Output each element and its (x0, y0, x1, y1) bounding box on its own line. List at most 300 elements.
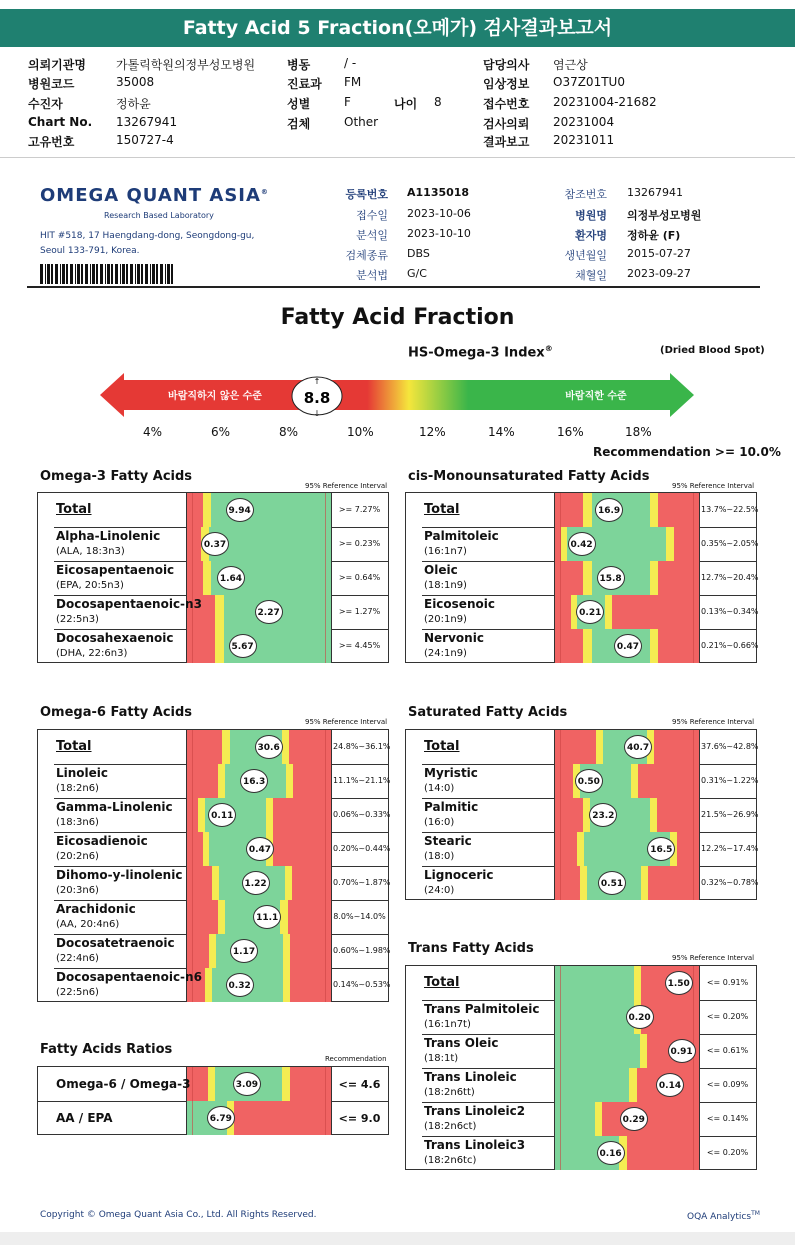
cell-border (331, 866, 332, 900)
row-divider (699, 629, 756, 630)
table-row (406, 730, 759, 764)
range-zone (554, 832, 577, 866)
result-value: 3.09 (235, 1080, 258, 1090)
result-value: 0.20 (628, 1013, 651, 1023)
result-bubble (207, 1106, 235, 1130)
cell-border (186, 1101, 187, 1135)
zone-line (693, 1102, 694, 1136)
zone-line (560, 730, 561, 764)
cell-border (331, 1067, 332, 1101)
row-divider (422, 527, 554, 528)
zone-line (693, 527, 694, 561)
reference-range: <= 0.09% (706, 1080, 749, 1089)
zone-line (192, 527, 193, 561)
header-label: 검체 (287, 117, 311, 131)
cell-border (554, 629, 555, 663)
header-divider (0, 157, 795, 158)
result-bubble (626, 1005, 654, 1029)
result-value: 1.64 (219, 574, 243, 584)
gauge-tick-label: 14% (488, 425, 515, 439)
omega3-section-title: Omega-3 Fatty Acids (40, 469, 193, 484)
row-subname: (EPA, 20:5n3) (56, 580, 124, 591)
gauge-tick-label: 10% (347, 425, 374, 439)
lab-label: 환자명 (575, 229, 607, 242)
zone-line (560, 1034, 561, 1068)
mono-table (405, 492, 757, 663)
result-bubble (226, 498, 254, 522)
row-divider (54, 900, 186, 901)
result-value: 16.5 (650, 845, 673, 855)
reference-range: 0.06%~0.33% (333, 810, 391, 819)
row-name: Trans Linoleic2 (424, 1104, 526, 1118)
range-zone (612, 595, 699, 629)
good-zone-label: 바람직한 수준 (565, 391, 627, 402)
cell-border (554, 1068, 555, 1102)
table-row (38, 866, 391, 900)
cell-border (331, 764, 332, 798)
row-divider (422, 798, 554, 799)
row-subname: (16:0) (424, 817, 455, 828)
ratios-section-title: Fatty Acids Ratios (40, 1042, 173, 1057)
row-divider (54, 764, 186, 765)
reference-range: 0.14%~0.53% (333, 980, 391, 989)
range-zone (631, 764, 638, 798)
gauge-tick-label: 16% (557, 425, 584, 439)
cell-border (699, 527, 700, 561)
row-name: Palmitoleic (424, 529, 499, 543)
result-bubble (229, 634, 257, 658)
cell-border (699, 595, 700, 629)
zone-line (693, 966, 694, 1000)
zone-line (192, 1067, 193, 1101)
range-zone (280, 900, 287, 934)
reference-range: <= 9.0 (338, 1112, 381, 1125)
cell-border (699, 966, 700, 1000)
range-zone (186, 866, 212, 900)
reference-range: 24.8%~36.1% (333, 742, 391, 751)
row-divider (699, 595, 756, 596)
table-row (38, 730, 391, 764)
header-label: 의뢰기관명 (28, 58, 86, 72)
header-value: FM (344, 75, 362, 89)
zone-line (192, 832, 193, 866)
cell-border (186, 866, 187, 900)
row-name: Dihomo-y-linolenic (56, 868, 183, 882)
table-row (38, 1067, 388, 1101)
cell-border (554, 1136, 555, 1170)
cell-border (699, 493, 700, 527)
reference-range: 13.7%~22.5% (701, 505, 759, 514)
row-name: Docosatetraenoic (56, 936, 175, 950)
row-total-label: Total (56, 739, 92, 754)
reference-range: 0.70%~1.87% (333, 878, 391, 887)
lab-value: 의정부성모병원 (627, 209, 702, 222)
zone-line (560, 798, 561, 832)
row-subname: (24:0) (424, 885, 455, 896)
sat-section-title: Saturated Fatty Acids (408, 705, 568, 720)
reference-range: >= 7.27% (338, 505, 381, 514)
table-row (38, 764, 391, 798)
row-divider (699, 1136, 756, 1137)
zone-line (693, 493, 694, 527)
result-value: 16.3 (243, 777, 266, 787)
range-zone (554, 629, 583, 663)
result-bubble (201, 532, 229, 556)
omega6-table (37, 729, 389, 1002)
reference-range: 0.35%~2.05% (701, 539, 759, 548)
range-zone (650, 798, 657, 832)
result-value: 0.32 (228, 981, 251, 991)
header-value: O37Z01TU0 (553, 75, 625, 89)
result-bubble (240, 769, 268, 793)
report-title: Fatty Acid 5 Fraction(오메가) 검사결과보고서 (0, 9, 795, 47)
result-bubble (656, 1073, 684, 1097)
lab-label: 참조번호 (564, 188, 607, 201)
range-zone (273, 798, 331, 832)
row-name: Palmitic (424, 800, 479, 814)
table-row (38, 561, 388, 595)
range-zone (577, 832, 584, 866)
lab-label: 병원명 (575, 209, 607, 222)
range-zone (218, 764, 225, 798)
result-bubble (217, 566, 245, 590)
mono-section-title: cis-Monounsaturated Fatty Acids (408, 469, 650, 484)
reference-range: >= 0.23% (338, 539, 381, 548)
zone-line (560, 832, 561, 866)
result-bubble (253, 905, 281, 929)
zone-line (325, 561, 326, 595)
cell-border (554, 966, 555, 1000)
range-zone (666, 527, 675, 561)
result-value: 0.29 (622, 1115, 645, 1125)
zone-line (693, 629, 694, 663)
result-value: 1.50 (667, 979, 690, 989)
range-zone (286, 764, 293, 798)
table-row (38, 934, 391, 968)
row-total-label: Total (424, 739, 460, 754)
result-value: 0.14 (658, 1081, 682, 1091)
reference-range: <= 0.91% (706, 978, 749, 987)
header-value: 20231011 (553, 133, 615, 147)
reference-range: >= 0.64% (338, 573, 381, 582)
result-value: 0.47 (616, 642, 640, 652)
reference-range: 12.2%~17.4% (701, 844, 759, 853)
row-divider (54, 968, 186, 969)
copyright: Copyright © Omega Quant Asia Co., Ltd. All Rights Reserved. (40, 1210, 317, 1220)
cell-border (699, 1136, 700, 1170)
row-subname: (18:1n9) (424, 580, 467, 591)
row-divider (54, 866, 186, 867)
table-row (406, 966, 756, 1000)
cell-border (186, 798, 187, 832)
range-zone (205, 968, 212, 1002)
range-zone (234, 1101, 331, 1135)
zone-line (325, 900, 326, 934)
range-zone (282, 730, 289, 764)
range-zone (208, 1067, 215, 1101)
row-divider (422, 595, 554, 596)
index-recommendation: Recommendation >= 10.0% (593, 445, 781, 459)
row-divider (422, 1102, 554, 1103)
table-row (406, 629, 759, 663)
result-bubble (668, 1039, 696, 1063)
result-value: 9.94 (228, 506, 251, 516)
range-zone (554, 595, 571, 629)
row-divider (422, 561, 554, 562)
row-name: Docosapentaenoic-n3 (56, 597, 202, 611)
header-value: / - (344, 56, 357, 70)
barcode (40, 264, 174, 284)
range-zone (640, 1034, 647, 1068)
result-bubble (575, 769, 603, 793)
range-zone (648, 866, 699, 900)
lab-value: 2015-07-27 (627, 247, 691, 260)
table-row (38, 493, 388, 527)
header-label: 진료과 (287, 77, 322, 91)
header-value: 13267941 (116, 115, 178, 129)
zone-line (325, 832, 326, 866)
reference-range: 0.20%~0.44% (333, 844, 391, 853)
range-zone (212, 866, 219, 900)
table-row (406, 866, 759, 900)
reference-range: 0.21%~0.66% (701, 641, 759, 650)
row-divider (331, 934, 388, 935)
sample-type: (Dried Blood Spot) (660, 345, 765, 356)
range-zone (266, 798, 273, 832)
lab-value: G/C (407, 267, 427, 280)
range-zone (629, 1068, 636, 1102)
row-divider (699, 1102, 756, 1103)
row-name: Eicosadienoic (56, 834, 148, 848)
range-zone (186, 934, 209, 968)
reference-range: 0.31%~1.22% (701, 776, 759, 785)
trans-section-title: Trans Fatty Acids (408, 941, 534, 956)
result-value: 30.6 (257, 743, 280, 753)
range-zone (627, 1136, 700, 1170)
zone-line (560, 527, 561, 561)
row-name: Eicosapentaenoic (56, 563, 175, 577)
gauge-tick-label: 8% (279, 425, 299, 439)
range-zone (215, 629, 224, 663)
main-title: Fatty Acid Fraction (280, 305, 515, 330)
zone-line (325, 934, 326, 968)
brand-footer: OQA Analytics™ (687, 1210, 760, 1222)
cell-border (699, 629, 700, 663)
range-zone (186, 493, 203, 527)
reference-interval-label: 95% Reference Interval (305, 482, 388, 490)
zone-line (192, 934, 193, 968)
row-subname: (24:1n9) (424, 648, 467, 659)
lab-value: A1135018 (407, 186, 470, 199)
row-divider (699, 764, 756, 765)
result-value: 6.79 (209, 1114, 232, 1124)
cell-border (699, 1034, 700, 1068)
table-row (406, 1000, 756, 1034)
table-row (406, 832, 759, 866)
table-row (38, 798, 391, 832)
cell-border (331, 900, 332, 934)
range-zone (638, 764, 699, 798)
header-label: 성별 (287, 97, 311, 111)
row-name: Stearic (424, 834, 472, 848)
header-value: 정하윤 (116, 97, 151, 111)
result-value: 0.42 (570, 540, 593, 550)
range-zone (218, 900, 225, 934)
row-subname: (18:1t) (424, 1053, 459, 1064)
range-zone (198, 798, 205, 832)
row-divider (331, 866, 388, 867)
reference-interval-label: 95% Reference Interval (672, 482, 755, 490)
row-divider (699, 527, 756, 528)
row-divider (699, 561, 756, 562)
cell-border (699, 561, 700, 595)
lab-label: 분석법 (356, 269, 388, 282)
reference-range: <= 0.20% (706, 1148, 749, 1157)
omega3-index-gauge (100, 370, 695, 420)
row-subname: (18:3n6) (56, 817, 99, 828)
reference-range: 8.0%~14.0% (333, 912, 386, 921)
cell-border (699, 798, 700, 832)
row-divider (699, 832, 756, 833)
omega3-table (37, 492, 389, 663)
header-value: 20231004 (553, 115, 615, 129)
result-bubble (595, 498, 623, 522)
table-row (406, 764, 759, 798)
footer-bar (0, 1232, 795, 1245)
row-name: Trans Linoleic3 (424, 1138, 526, 1152)
range-zone (650, 629, 659, 663)
table-row (38, 1101, 388, 1135)
cell-border (699, 1000, 700, 1034)
range-zone (203, 493, 210, 527)
zone-line (560, 629, 561, 663)
cell-border (186, 900, 187, 934)
row-name: Lignoceric (424, 868, 494, 882)
zone-line (560, 1102, 561, 1136)
row-divider (54, 561, 186, 562)
row-divider (54, 629, 186, 630)
range-zone (554, 966, 634, 1000)
row-divider (331, 595, 388, 596)
result-value: 23.2 (592, 811, 615, 821)
range-zone (186, 900, 218, 934)
patient-header (0, 0, 795, 157)
row-divider (699, 1034, 756, 1035)
cell-border (186, 561, 187, 595)
table-row (38, 629, 388, 663)
cell-border (554, 832, 555, 866)
row-subname: (18:0) (424, 851, 455, 862)
zone-line (325, 764, 326, 798)
row-divider (54, 527, 186, 528)
zone-line (325, 493, 326, 527)
row-subname: (20:3n6) (56, 885, 99, 896)
cell-border (186, 629, 187, 663)
table-row (406, 561, 759, 595)
cell-border (699, 1102, 700, 1136)
row-name: Nervonic (424, 631, 484, 645)
row-total-label: Total (56, 502, 92, 517)
reference-range: 37.6%~42.8% (701, 742, 759, 751)
row-subname: (DHA, 22:6n3) (56, 648, 128, 659)
table-row (406, 1034, 756, 1068)
range-zone (554, 1068, 629, 1102)
cell-border (331, 1101, 332, 1135)
gauge-tick-label: 4% (143, 425, 163, 439)
bad-zone-label: 바람직하지 않은 수준 (168, 391, 262, 402)
row-divider (422, 764, 554, 765)
reference-range: <= 0.61% (706, 1046, 749, 1055)
row-total-label: Total (424, 502, 460, 517)
row-divider (54, 934, 186, 935)
result-bubble (620, 1107, 648, 1131)
table-row (406, 527, 759, 561)
table-row (38, 832, 391, 866)
row-name: Trans Palmitoleic (424, 1002, 540, 1016)
lab-address-line1: HIT #518, 17 Haengdang-dong, Seongdong-gu, (40, 231, 255, 241)
range-zone (186, 629, 215, 663)
zone-line (693, 866, 694, 900)
reference-range: 0.13%~0.34% (701, 607, 759, 616)
reference-interval-label: Recommendation (325, 1055, 387, 1063)
table-row (38, 595, 388, 629)
result-bubble (597, 566, 625, 590)
result-bubble (614, 634, 642, 658)
result-value: 1.22 (244, 879, 267, 889)
reference-range: 12.7%~20.4% (701, 573, 759, 582)
row-divider (38, 1101, 186, 1102)
range-zone (634, 966, 641, 1000)
row-subname: (18:2n6) (56, 783, 99, 794)
reference-interval-label: 95% Reference Interval (672, 718, 755, 726)
zone-line (560, 595, 561, 629)
zone-line (325, 1101, 326, 1135)
range-zone (186, 764, 218, 798)
up-arrow-icon: ↑ (313, 377, 321, 386)
row-divider (422, 1136, 554, 1137)
omega6-section-title: Omega-6 Fatty Acids (40, 705, 193, 720)
down-arrow-icon: ↓ (313, 409, 321, 418)
result-bubble (230, 939, 258, 963)
result-value: 16.9 (597, 506, 621, 516)
row-name: Linoleic (56, 766, 109, 780)
cell-border (554, 527, 555, 561)
cell-border (186, 934, 187, 968)
cell-border (554, 493, 555, 527)
range-zone (283, 968, 290, 1002)
zone-line (325, 968, 326, 1002)
row-divider (331, 629, 388, 630)
cell-border (331, 832, 332, 866)
header-label: 결과보고 (483, 135, 530, 149)
zone-line (192, 730, 193, 764)
result-value: 0.37 (203, 540, 227, 550)
header-value: Other (344, 115, 379, 129)
reference-range: 0.60%~1.98% (333, 946, 391, 955)
cell-border (554, 1000, 555, 1034)
header-label: 접수번호 (483, 97, 530, 111)
range-zone (554, 493, 583, 527)
zone-line (560, 866, 561, 900)
table-row (38, 527, 388, 561)
range-zone (222, 730, 229, 764)
row-total-label: Total (424, 975, 460, 990)
table-row (406, 493, 759, 527)
zone-line (560, 561, 561, 595)
header-label: 임상정보 (483, 77, 530, 91)
range-zone (282, 1067, 291, 1101)
header-value: 35008 (116, 75, 155, 89)
